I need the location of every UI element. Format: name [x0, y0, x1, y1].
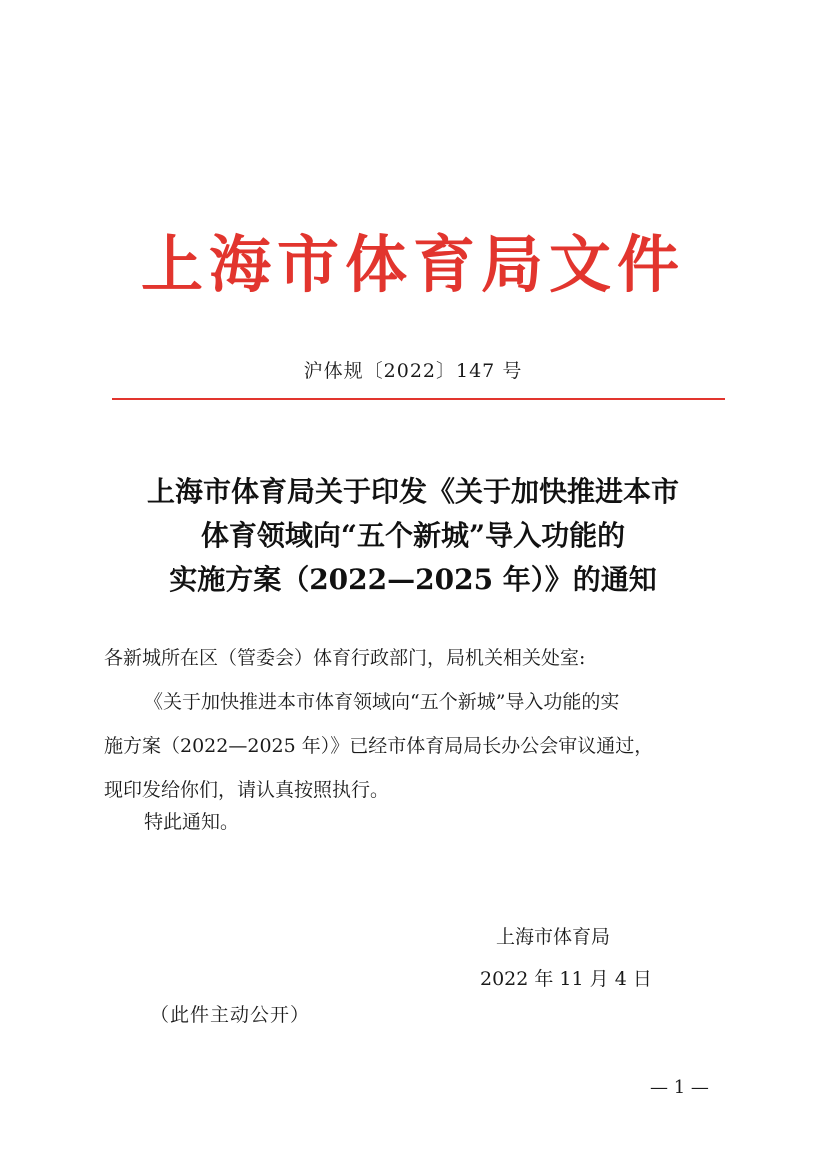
disclosure-note: （此件主动公开）: [150, 1004, 311, 1026]
issuing-authority: 上海市体育局: [496, 926, 611, 948]
title-line: 上海市体育局关于印发《关于加快推进本市: [146, 475, 679, 508]
closing-remark: 特此通知。: [144, 811, 240, 833]
body-line: 施方案（2022—2025 年）》已经市体育局局长办公会审议通过，: [104, 735, 654, 757]
title-line: 体育领域向“五个新城”导入功能的: [200, 519, 626, 552]
red-divider-line: [112, 398, 725, 400]
issue-date: 2022 年 11 月 4 日: [480, 968, 652, 990]
body-line: 《关于加快推进本市体育领域向“五个新城”导入功能的实: [144, 691, 620, 713]
page-number: — 1 —: [650, 1077, 709, 1098]
document-masthead: 上海市体育局文件: [140, 228, 685, 301]
title-line: 实施方案（2022—2025 年）》的通知: [169, 563, 657, 596]
addressee: 各新城所在区（管委会）体育行政部门，局机关相关处室:: [104, 647, 586, 669]
body-paragraph: [104, 680, 653, 812]
body-line: 现印发给你们，请认真按照执行。: [104, 779, 390, 801]
document-number: 沪体规〔2022〕147 号: [303, 360, 523, 382]
notice-title: [60, 470, 766, 602]
